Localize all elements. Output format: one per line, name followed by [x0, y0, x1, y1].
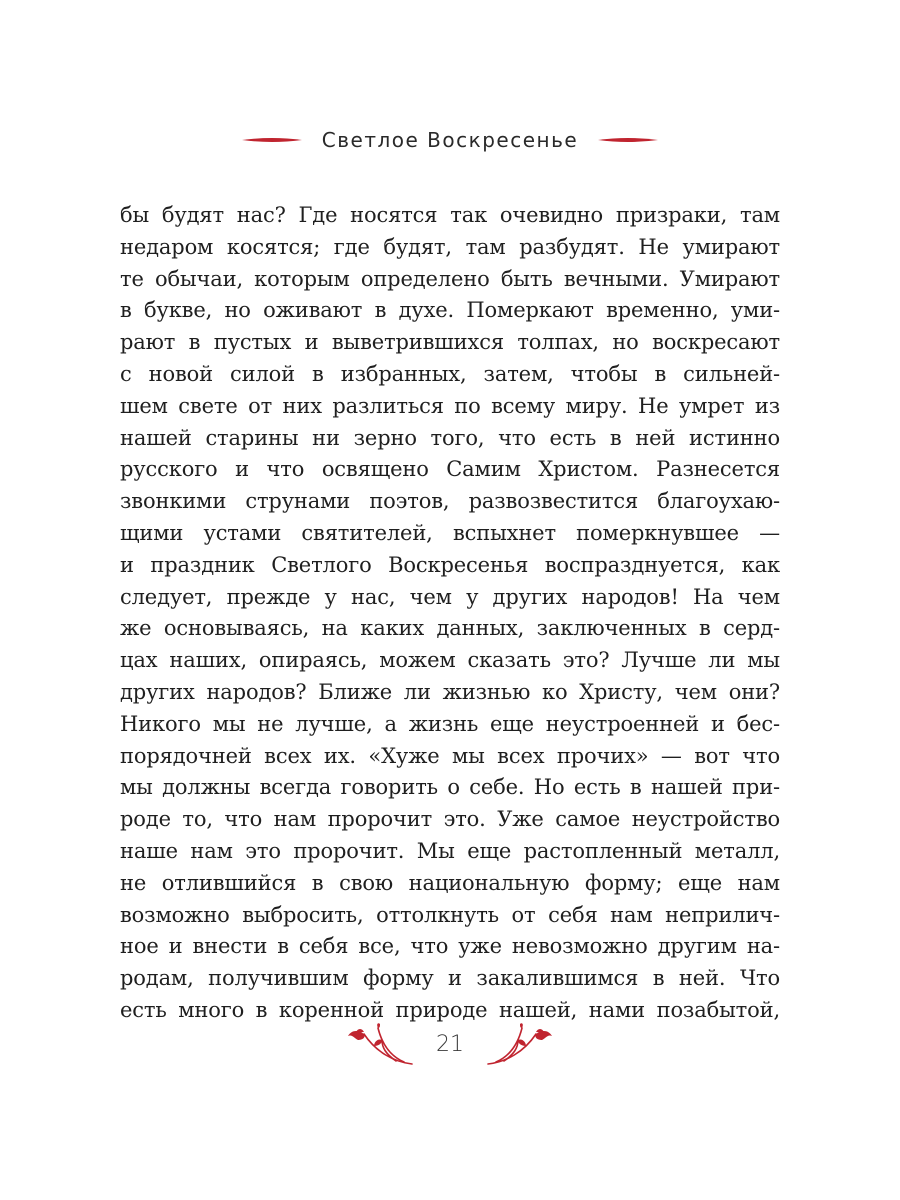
text-line: ное и внести в себя все, что уже невозможно другим на- — [120, 934, 780, 959]
text-line: других народов? Ближе ли жизнью ко Христу, чем они? — [120, 679, 780, 704]
text-line: родам, получившим форму и закалившимся в ней. Что — [120, 966, 780, 991]
text-line: щими устами святителей, вспыхнет померкнувшее — — [120, 520, 780, 545]
page-footer — [0, 1020, 900, 1068]
text-line: бы будят нас? Где носятся так очевидно призраки, там — [120, 203, 780, 227]
running-header-title: Светлое Воскресенье — [321, 128, 579, 152]
text-line: и праздник Светлого Воскресенья воспразднуется, как — [120, 552, 780, 577]
text-line: порядочней всех их. «Хуже мы всех прочих» — вот что — [120, 743, 780, 768]
text-line: рают в пустых и выветрившихся толпах, но воскресают — [120, 330, 780, 355]
text-line: русского и что освящено Самим Христом. Разнесется — [120, 457, 780, 482]
text-line: роде то, что нам пророчит это. Уже самое неустройство — [120, 807, 780, 832]
text-line: шем свете от них разлиться по всему миру. Не умрет из — [120, 393, 780, 418]
running-header — [0, 128, 900, 152]
text-line: звонкими струнами поэтов, развозвестится благоухаю- — [120, 489, 780, 514]
tulip-flourish-left-icon — [342, 1020, 414, 1068]
text-line: Никого мы не лучше, а жизнь еще неустроенней и бес- — [120, 711, 780, 736]
text-line: недаром косятся; где будят, там разбудят. Не умирают — [120, 234, 780, 259]
text-line: в букве, но оживают в духе. Померкают временно, уми- — [120, 298, 780, 323]
text-line: не отлившийся в свою национальную форму; еще нам — [120, 870, 780, 895]
text-line: же основываясь, на каких данных, заключенных в серд- — [120, 616, 780, 641]
page-number: 21 — [436, 1031, 464, 1057]
tulip-flourish-right-icon — [486, 1020, 558, 1068]
text-line: следует, прежде у нас, чем у других народов! На чем — [120, 584, 780, 609]
text-line: цах наших, опираясь, можем сказать это? Лучше ли мы — [120, 648, 780, 673]
text-line: наше нам это пророчит. Мы еще растопленный металл, — [120, 838, 780, 863]
text-line: с новой силой в избранных, затем, чтобы в сильней- — [120, 361, 780, 386]
text-line: возможно выбросить, оттолкнуть от себя нам неприлич- — [120, 902, 780, 927]
text-line: те обычаи, которым определено быть вечными. Умирают — [120, 266, 780, 291]
header-dash-right-icon — [598, 136, 658, 144]
text-line: нашей старины ни зерно того, что есть в ней истинно — [120, 425, 780, 450]
text-line: есть много в коренной природе нашей, нами позабытой, — [120, 997, 780, 1022]
body-text — [120, 200, 780, 1027]
text-line: мы должны всегда говорить о себе. Но есть в нашей при- — [120, 775, 780, 800]
header-dash-left-icon — [242, 136, 302, 144]
